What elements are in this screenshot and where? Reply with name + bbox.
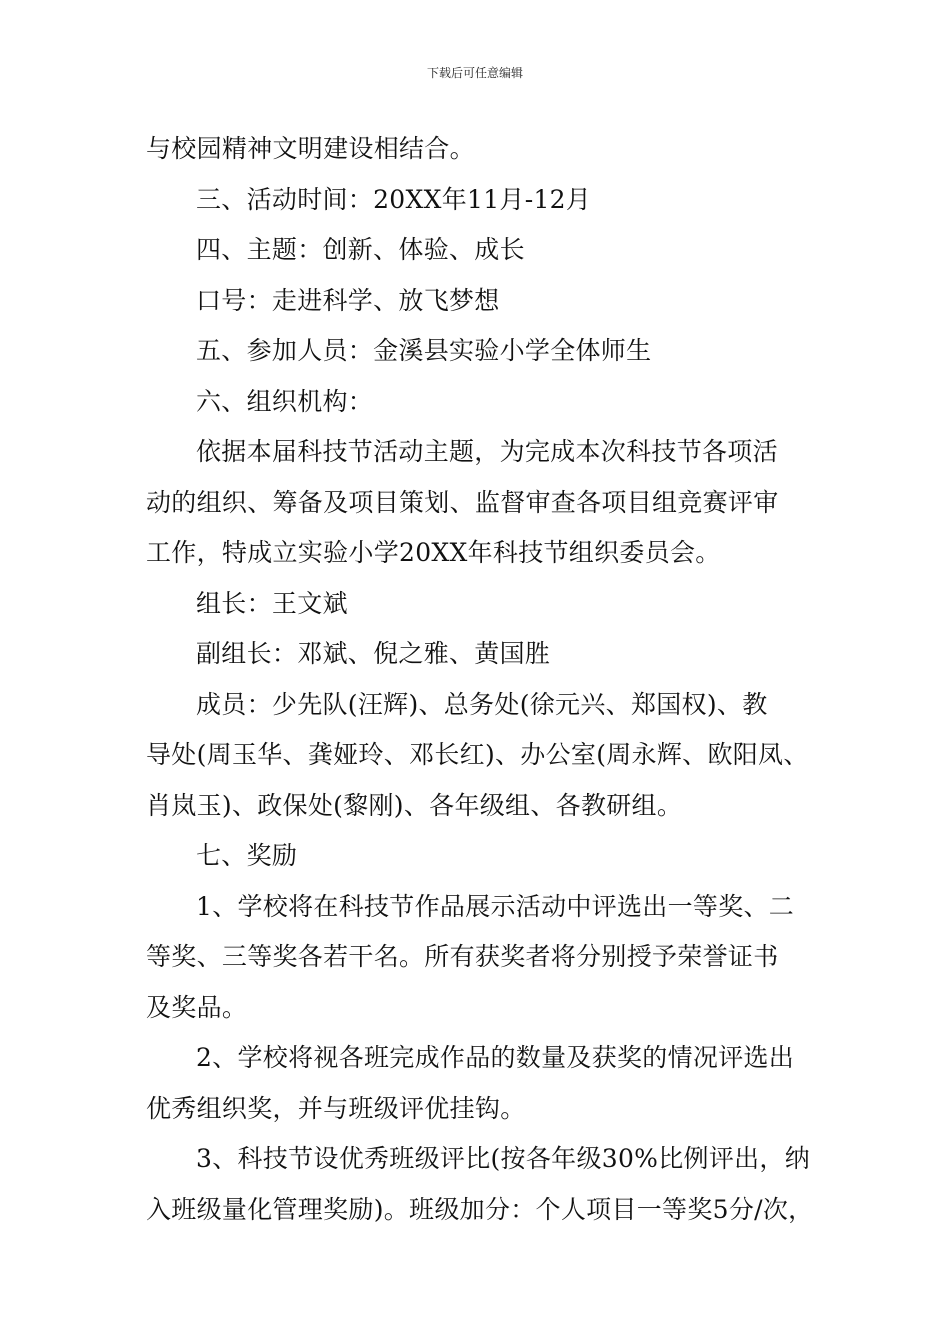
document-body bbox=[146, 124, 836, 1235]
paragraph-line: 入班级量化管理奖励)。班级加分：个人项目一等奖5分/次， bbox=[146, 1194, 814, 1224]
paragraph-line: 组长：王文斌 bbox=[196, 588, 348, 618]
paragraph-line: 工作，特成立实验小学20XX年科技节组织委员会。 bbox=[146, 538, 721, 567]
paragraph-line: 导处(周玉华、龚娅玲、邓长红)、办公室(周永辉、欧阳凤、 bbox=[146, 740, 809, 769]
page-header-note: 下载后可任意编辑 bbox=[426, 66, 523, 80]
paragraph-line: 1、学校将在科技节作品展示活动中评选出一等奖、二 bbox=[196, 891, 795, 921]
paragraph-line: 六、组织机构： bbox=[196, 386, 374, 416]
paragraph-line: 七、奖励 bbox=[196, 841, 298, 870]
paragraph-line: 与校园精神文明建设相结合。 bbox=[146, 134, 475, 163]
paragraph-line: 依据本届科技节活动主题，为完成本次科技节各项活 bbox=[196, 437, 778, 466]
paragraph-line: 五、参加人员：金溪县实验小学全体师生 bbox=[196, 336, 652, 365]
paragraph-line: 口号：走进科学、放飞梦想 bbox=[196, 285, 500, 315]
paragraph-line: 副组长：邓斌、倪之雅、黄国胜 bbox=[196, 639, 551, 668]
paragraph-line: 优秀组织奖，并与班级评优挂钩。 bbox=[146, 1093, 526, 1123]
paragraph-line: 动的组织、筹备及项目策划、监督审查各项目组竞赛评审 bbox=[146, 487, 779, 517]
paragraph-line: 四、主题：创新、体验、成长 bbox=[196, 235, 525, 264]
paragraph-line: 肖岚玉)、政保处(黎刚)、各年级组、各教研组。 bbox=[146, 790, 683, 820]
paragraph-line: 等奖、三等奖各若干名。所有获奖者将分别授予荣誉证书 bbox=[146, 942, 779, 971]
paragraph-line: 三、活动时间：20XX年11月-12月 bbox=[196, 184, 592, 214]
paragraph-line: 成员：少先队(汪辉)、总务处(徐元兴、郑国权)、教 bbox=[196, 689, 768, 719]
paragraph-line: 及奖品。 bbox=[146, 992, 248, 1022]
paragraph-line: 2、学校将视各班完成作品的数量及获奖的情况评选出 bbox=[196, 1043, 795, 1072]
paragraph-line: 3、科技节设优秀班级评比(按各年级30%比例评出，纳 bbox=[196, 1144, 811, 1173]
